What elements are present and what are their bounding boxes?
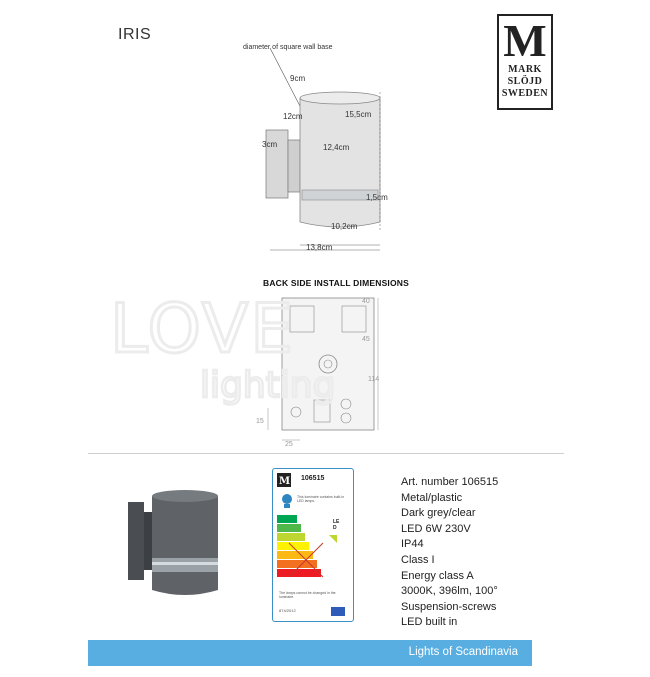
logo-monogram: M: [503, 15, 547, 66]
watermark-logo: [110, 282, 370, 412]
svg-text:lighting: lighting: [200, 365, 336, 406]
bulb-icon: [279, 493, 295, 509]
dim-total-height: 15,5cm: [345, 110, 372, 119]
footer-bar: [88, 640, 532, 666]
product-photo: [120, 486, 230, 606]
dim-body-height: 12,4cm: [323, 143, 350, 152]
back-dim-15: 15: [256, 418, 264, 425]
label-regulation: 874/2012: [279, 608, 296, 613]
energy-label: [272, 468, 354, 622]
spec-item: Energy class A: [401, 569, 474, 582]
section-divider: [88, 453, 564, 454]
dim-base-height: 12cm: [283, 112, 303, 121]
eu-flag-icon: [331, 607, 345, 616]
label-led: LED: [333, 519, 340, 531]
label-note-1: This luminaire contains built-in LED lamps.: [297, 495, 345, 503]
spec-item: Art. number 106515: [401, 476, 499, 488]
back-dim-114: 114: [368, 376, 380, 383]
label-note-2: The lamps cannot be changed in the luminaire.: [279, 591, 336, 599]
svg-text:M: M: [279, 476, 291, 487]
spec-item: Suspension-screws: [401, 600, 497, 613]
brand-logo: [497, 14, 553, 110]
spec-item: Metal/plastic: [401, 491, 463, 504]
label-number: 106515: [301, 475, 325, 482]
product-title: IRIS: [118, 26, 152, 43]
spec-item: IP44: [401, 538, 424, 551]
dim-diameter: 10,2cm: [331, 222, 358, 231]
dim-base-width: 3cm: [262, 140, 278, 149]
logo-line-1: MARK: [508, 64, 542, 75]
back-dim-45: 45: [362, 336, 370, 343]
back-side-header: BACK SIDE INSTALL DIMENSIONS: [263, 278, 410, 288]
svg-text:LOVE: LOVE: [110, 290, 296, 369]
dim-total-depth: 13,8cm: [306, 243, 333, 252]
logo-line-3: SWEDEN: [501, 88, 549, 99]
back-dim-25: 25: [285, 441, 293, 448]
dim-base-depth: 9cm: [290, 74, 306, 83]
logo-line-2: SLÖJD: [507, 76, 543, 87]
spec-item: Dark grey/clear: [401, 507, 476, 520]
footer-text: Lights of Scandinavia: [408, 646, 518, 658]
spec-list: [401, 475, 498, 631]
back-dim-40: 40: [362, 298, 370, 305]
spec-item: 3000K, 396lm, 100°: [401, 585, 498, 598]
spec-item: LED built in: [401, 616, 458, 629]
dim-note: diameter of square wall base: [243, 44, 333, 51]
dim-ring-height: 1,5cm: [366, 193, 388, 202]
label-brand-mark: [277, 473, 295, 487]
spec-item: LED 6W 230V: [401, 522, 471, 535]
spec-item: Class I: [401, 553, 435, 566]
